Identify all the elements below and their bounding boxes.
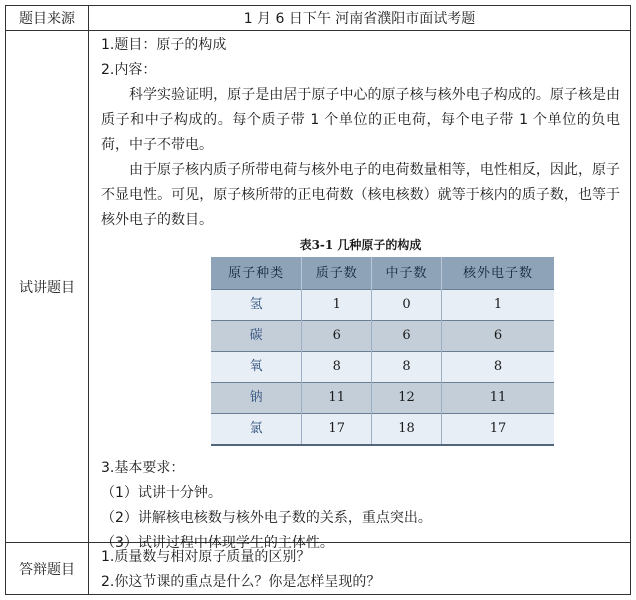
table-cell: 氧: [211, 352, 302, 383]
defense-content: [101, 545, 620, 595]
exam-sheet: [5, 5, 631, 595]
requirement-item: （3）试讲过程中体现学生的主体性。: [101, 535, 334, 551]
table-header-cell: 原子种类: [211, 257, 302, 290]
divider-header: [6, 30, 630, 31]
table-cell: 0: [372, 290, 442, 321]
table-cell: 17: [302, 414, 372, 446]
table-cell: 氢: [211, 290, 302, 321]
table-cell: 钠: [211, 383, 302, 414]
table-cell: 11: [302, 383, 372, 414]
table-cell: 1: [441, 290, 554, 321]
table-cell: 6: [372, 321, 442, 352]
table-cell: 碳: [211, 321, 302, 352]
divider-column: [88, 6, 89, 594]
table-row: [211, 352, 554, 383]
defense-question: 2.你这节课的重点是什么？你是怎样呈现的？: [101, 574, 381, 590]
table-row: [211, 290, 554, 321]
table-cell: 8: [441, 352, 554, 383]
table-header-row: [211, 257, 554, 290]
content-paragraph-1: 科学实验证明，原子是由居于原子中心的原子核与核外电子构成的。原子核是由质子和中子构成的。每个质子带 1 个单位的正电荷，每个电子带 1 个单位的负电荷，中子不带电。: [101, 87, 620, 153]
table-cell: 8: [372, 352, 442, 383]
table-header-cell: 核外电子数: [441, 257, 554, 290]
table-cell: 氯: [211, 414, 302, 446]
table-cell: 12: [372, 383, 442, 414]
defense-question: 1.质量数与相对原子质量的区别？: [101, 549, 311, 565]
table-cell: 1: [302, 290, 372, 321]
requirement-item: （2）讲解核电核数与核外电子数的关系，重点突出。: [101, 510, 432, 526]
table-cell: 17: [441, 414, 554, 446]
table-cell: 11: [441, 383, 554, 414]
defense-label: 答辩题目: [19, 562, 75, 578]
table-cell: 18: [372, 414, 442, 446]
lecture-topic: 1.题目：原子的构成: [101, 37, 227, 53]
table-row: [211, 414, 554, 446]
table-row: [211, 321, 554, 352]
table-caption: 表3-1 几种原子的构成: [299, 238, 422, 252]
atom-composition-table: [211, 257, 554, 446]
source-label: 题目来源: [19, 11, 75, 27]
requirements-heading: 3.基本要求：: [101, 460, 185, 476]
requirement-item: （1）试讲十分钟。: [101, 485, 222, 501]
content-heading: 2.内容：: [101, 62, 157, 78]
table-row: [211, 383, 554, 414]
table-header-cell: 质子数: [302, 257, 372, 290]
lecture-label: 试讲题目: [19, 279, 75, 296]
table-header-cell: 中子数: [372, 257, 442, 290]
table-cell: 8: [302, 352, 372, 383]
lecture-content: [101, 33, 620, 556]
source-value: 1 月 6 日下午 河南省濮阳市面试考题: [243, 11, 476, 27]
content-paragraph-2: 由于原子核内质子所带电荷与核外电子的电荷数量相等，电性相反，因此，原子不显电性。可见，原子核所带的正电荷数（核电核数）就等于核内的质子数，也等于核外电子的数目。: [101, 162, 620, 228]
table-cell: 6: [441, 321, 554, 352]
table-cell: 6: [302, 321, 372, 352]
